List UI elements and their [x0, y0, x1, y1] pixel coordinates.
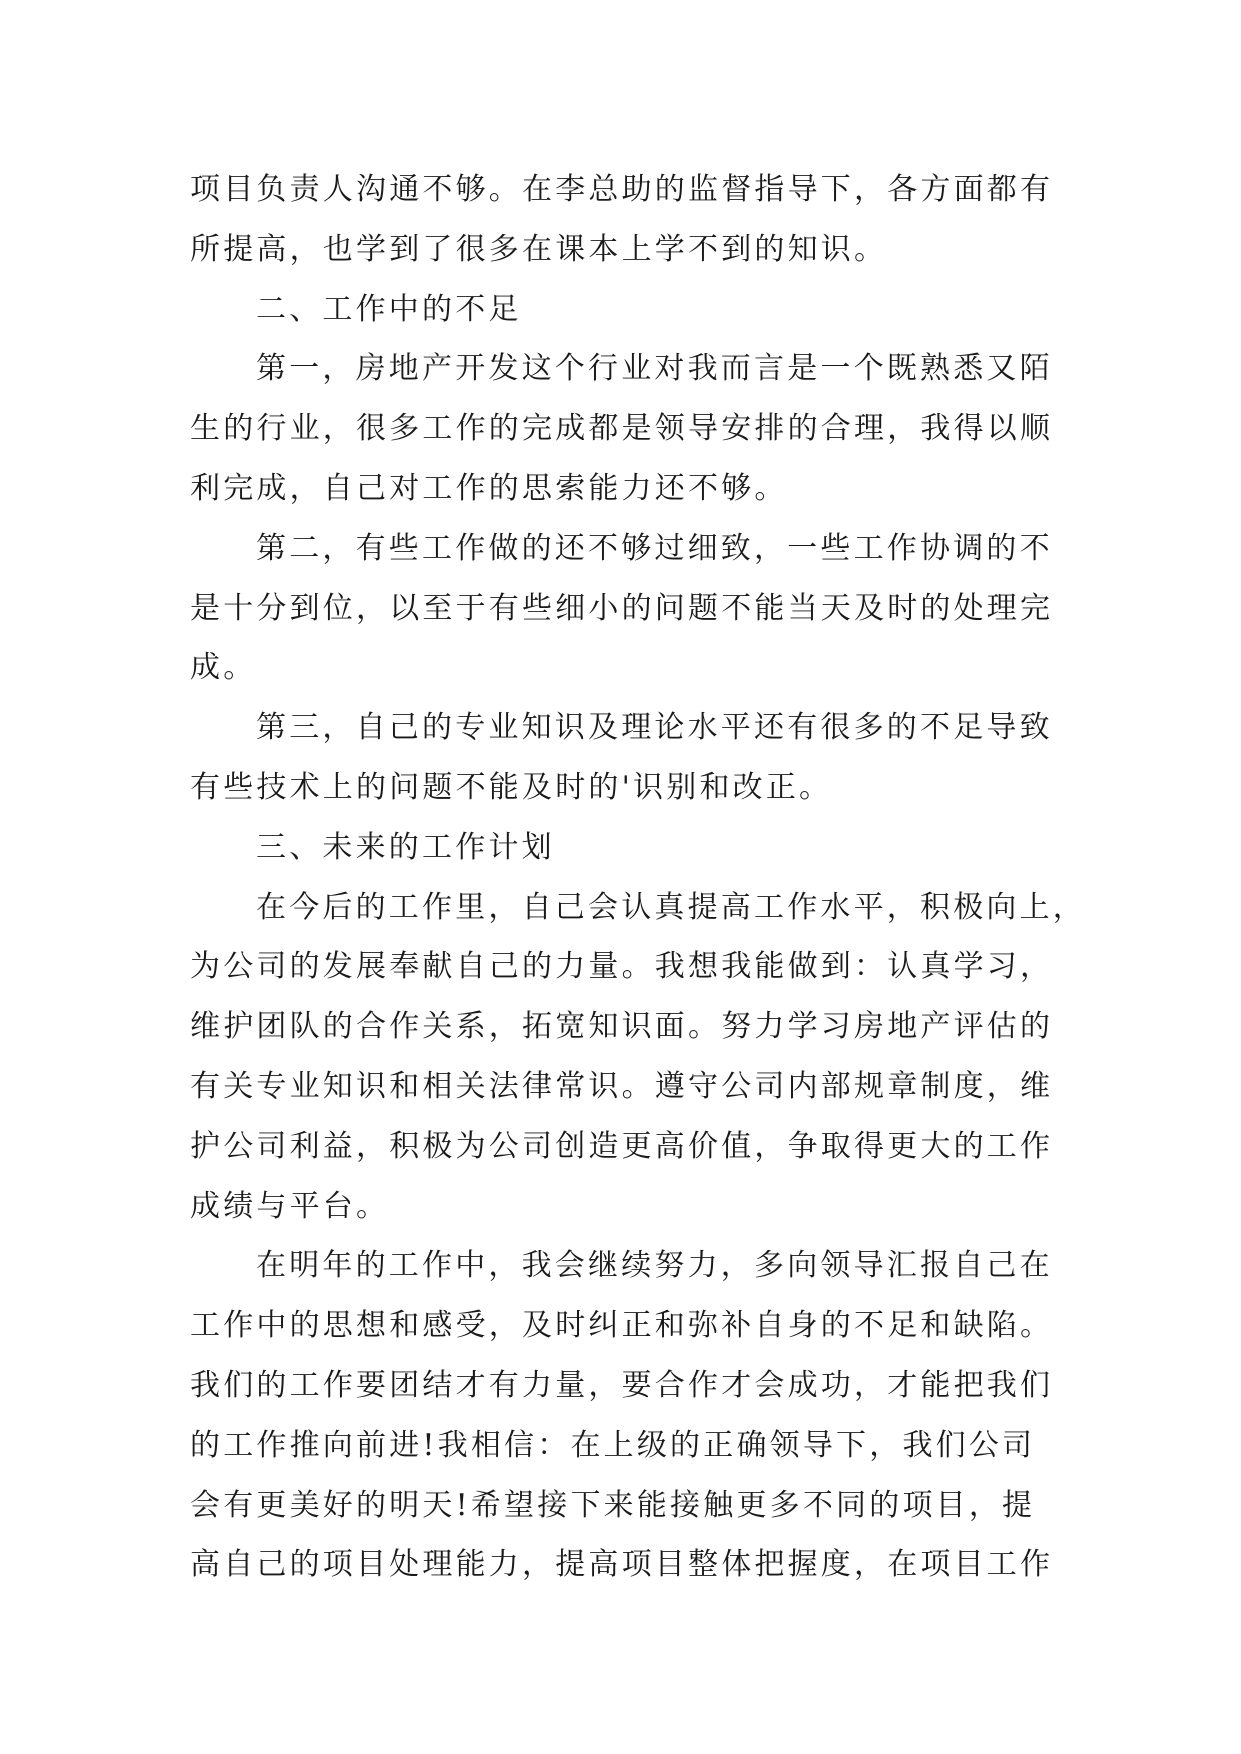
text-line: 高自己的项目处理能力，提高项目整体把握度，在项目工作	[190, 1547, 1054, 1583]
text-line: 成绩与平台。	[190, 1188, 390, 1224]
text-line: 我们的工作要团结才有力量，要合作才会成功，才能把我们	[190, 1367, 1054, 1403]
text-line: 第二，有些工作做的还不够过细致，一些工作协调的不	[256, 530, 1053, 566]
text-line: 项目负责人沟通不够。在李总助的监督指导下，各方面都有	[190, 172, 1054, 207]
text-line: 的工作推向前进!我相信：在上级的正确领导下，我们公司	[190, 1427, 1036, 1463]
text-line: 是十分到位，以至于有些细小的问题不能当天及时的处理完	[190, 590, 1054, 626]
text-line: 会有更美好的明天!希望接下来能接触更多不同的项目，提	[190, 1487, 1036, 1523]
text-line: 利完成，自己对工作的思索能力还不够。	[190, 470, 788, 506]
text-line: 工作中的思想和感受，及时纠正和弥补自身的不足和缺陷。	[190, 1308, 1054, 1344]
text-line: 生的行业，很多工作的完成都是领导安排的合理，我得以顺	[190, 411, 1054, 447]
text-line: 有些技术上的问题不能及时的'识别和改正。	[190, 769, 833, 805]
text-line: 在今后的工作里，自己会认真提高工作水平，积极向上，	[256, 889, 1086, 925]
text-line: 为公司的发展奉献自己的力量。我想我能做到：认真学习，	[190, 949, 1054, 985]
text-line: 第一，房地产开发这个行业对我而言是一个既熟悉又陌	[256, 351, 1053, 387]
document-body	[190, 160, 1086, 1595]
text-line: 所提高，也学到了很多在课本上学不到的知识。	[190, 231, 888, 267]
text-line: 成。	[190, 650, 257, 686]
text-line: 在明年的工作中，我会继续努力，多向领导汇报自己在	[256, 1248, 1053, 1284]
text-line: 护公司利益，积极为公司创造更高价值，争取得更大的工作	[190, 1128, 1054, 1164]
text-line: 第三，自己的专业知识及理论水平还有很多的不足导致	[256, 710, 1053, 746]
text-line: 维护团队的合作关系，拓宽知识面。努力学习房地产评估的	[190, 1009, 1054, 1045]
section-heading: 三、未来的工作计划	[256, 829, 555, 865]
section-heading: 二、工作中的不足	[256, 291, 522, 327]
text-line: 有关专业知识和相关法律常识。遵守公司内部规章制度，维	[190, 1068, 1054, 1104]
